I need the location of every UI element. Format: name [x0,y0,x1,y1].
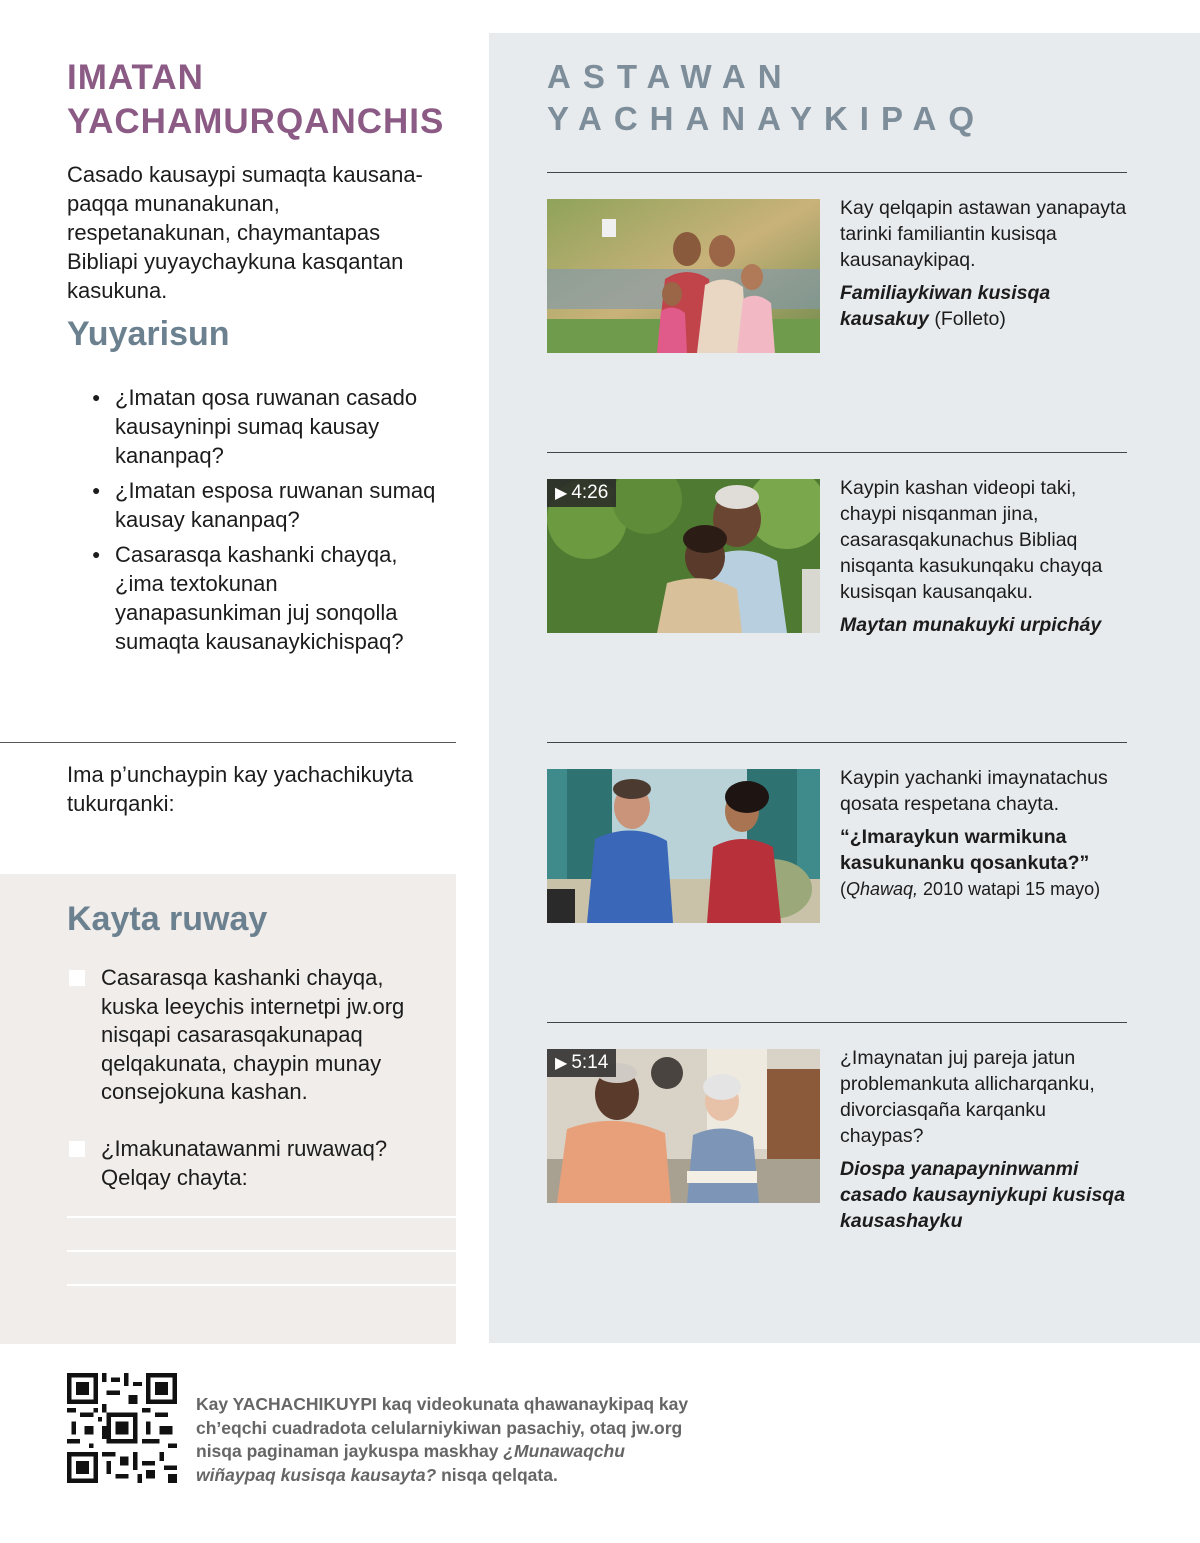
left-title-line1: IMATAN [67,58,204,97]
footer-text-part1: Kay YACHACHIKUYPI kaq videokunata qhawanaykipaq kay ch’eqchi cuadradota celularniykiwan pasachiy, otaq jw.org nisqa paginaman jaykuspa maskhay [196,1394,689,1461]
right-title [547,56,986,140]
video-duration-badge [547,479,616,507]
source-open-paren: ( [840,879,846,899]
couple-talking-image[interactable] [547,769,820,923]
action-item[interactable] [67,1135,437,1192]
action-item-text: Casarasqa kashanki chayqa, kuska leeychis internetpi jw.org nisqapi casarasqakunapaq qelqakunata, chaypin munay consejokuna kashan. [101,965,405,1104]
qr-code-icon[interactable] [67,1373,177,1483]
intro-paragraph: Casado kausaypi sumaqta kausana-paqqa munanakunan, respetanakunan, chaymantapas Bibliapi yuyaychaykuna kasqantan kasukuna. [67,162,423,303]
resource-divider [547,1022,1127,1023]
resource-reference[interactable] [840,280,1130,332]
play-icon: ▶ [555,485,568,502]
writing-line[interactable] [67,1250,456,1252]
review-questions [90,383,450,662]
footer-text-part2: nisqa qelqata. [436,1464,558,1485]
video-thumbnail-couple-reading[interactable] [547,1049,820,1203]
resource-description: ¿Imaynatan juj pareja jatun problemankuta allicharqanku, divorciasqaña karqanku chaypas? [840,1047,1095,1147]
resource-divider [547,742,1127,743]
review-heading: Yuyarisun [67,315,230,353]
action-item-text: ¿Imakunatawanmi ruwawaq? Qelqay chayta: [101,1136,388,1190]
resource-text [840,765,1130,902]
resource-text [840,195,1130,332]
video-thumbnail-elderly-couple[interactable] [547,479,820,633]
completion-date-note: Ima p’unchaypin kay yachachikuyta tukurqanki: [67,762,414,816]
resource-divider [547,172,1127,173]
resource-reference-title[interactable]: “¿Imaraykun warmikuna kasukunanku qosankuta?” [840,826,1090,874]
review-question: ● Casarasqa kashanki chayqa, ¿ima textokunan yanapasunkiman juj sonqolla sumaqta kausanaykichispaq? [90,540,450,656]
right-title-line1: ASTAWAN [547,58,794,95]
action-box [0,874,456,1344]
review-question: ● ¿Imatan esposa ruwanan sumaq kausay kananpaq? [90,476,450,534]
review-question: ● ¿Imatan qosa ruwanan casado kausayninpi sumaq kausay kananpaq? [90,383,450,470]
family-selfie-image[interactable] [547,199,820,353]
left-title-line2: YACHAMURQANCHIS [67,102,445,141]
right-title-line2: YACHANAYKIPAQ [547,100,987,137]
resource-description: Kay qelqapin astawan yanapayta tarinki familiantin kusisqa kausanaykipaq. [840,197,1127,271]
checkbox-icon[interactable] [69,1141,85,1157]
resource-text [840,475,1130,638]
resource-divider [547,452,1127,453]
writing-line[interactable] [67,1284,456,1286]
resource-reference-source [840,876,1130,902]
resource-reference-title[interactable]: Maytan munakuyki urpicháy [840,614,1102,636]
action-item[interactable] [67,964,437,1107]
checkbox-icon[interactable] [69,970,85,986]
resource-reference-title[interactable]: Familiaykiwan kusisqa kausakuy [840,282,1051,330]
video-duration: 5:14 [571,1052,609,1073]
resource-reference-title[interactable]: Diospa yanapayninwanmi casado kausayniykupi kusisqa kausashayku [840,1158,1126,1232]
publication-name: Qhawaq, [846,879,919,899]
resource-reference-type: (Folleto) [928,308,1006,330]
video-duration: 4:26 [571,482,609,503]
resource-description: Kaypin kashan videopi taki, chaypi nisqanman jina, casarasqakunachus Bibliaq nisqanta kasukunqaku chayqa kusisqan kausanqaku. [840,477,1103,603]
resource-description: Kaypin yachanki imaynatachus qosata respetana chayta. [840,767,1108,815]
left-divider [0,742,456,743]
play-icon: ▶ [555,1055,568,1072]
writing-line[interactable] [67,1216,456,1218]
footer-text [196,1393,696,1487]
action-heading: Kayta ruway [67,900,268,938]
publication-date: 2010 watapi 15 mayo) [918,879,1101,899]
left-title [67,56,467,144]
resource-text [840,1045,1130,1234]
video-duration-badge [547,1049,616,1077]
footer-publication-title: ¿Munawaqchu wiñaypaq kusisqa kausayta? [196,1441,625,1485]
